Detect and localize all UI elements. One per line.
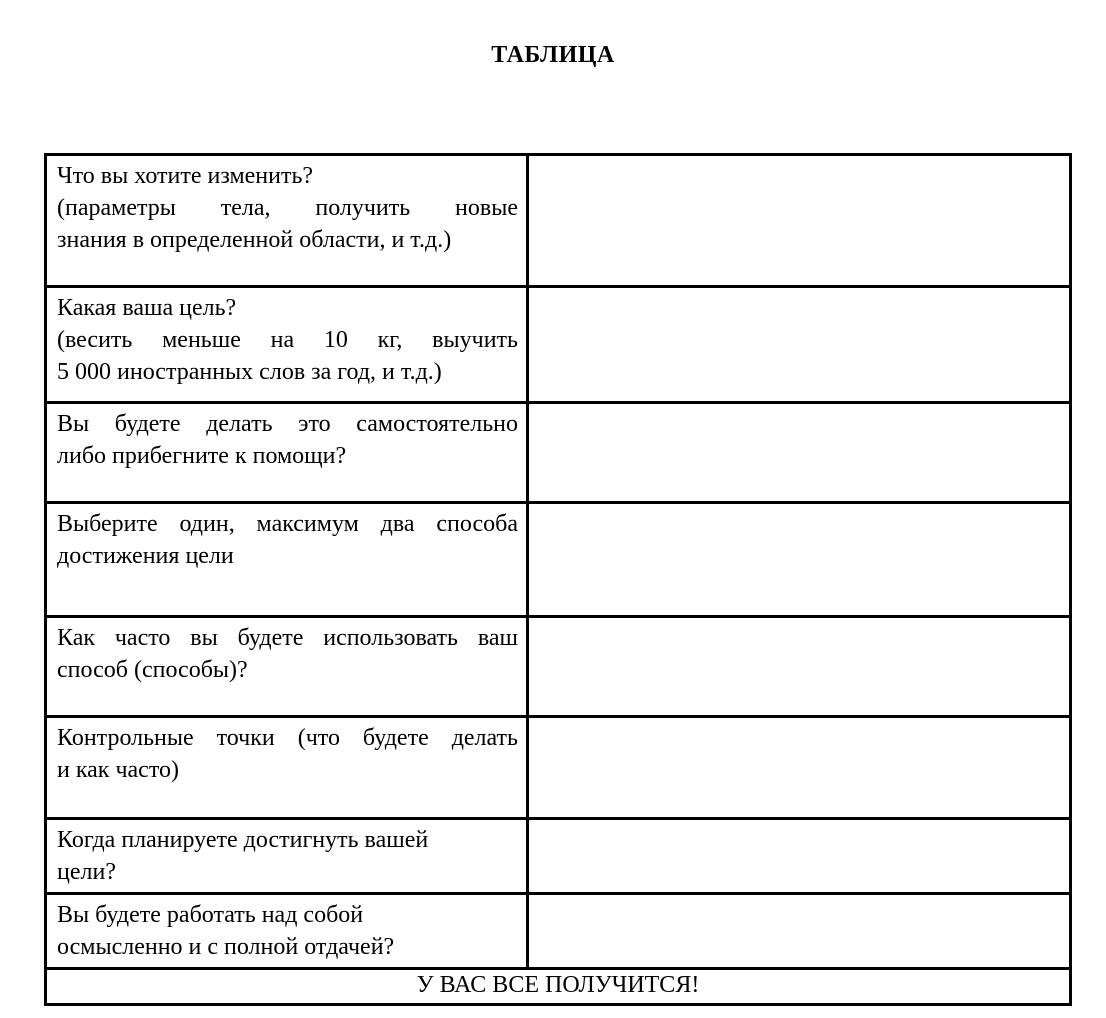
question-hint: 5 000 иностранных слов за год, и т.д.)	[57, 359, 442, 385]
goal-worksheet-table	[44, 153, 1072, 1006]
question-cell-commitment	[46, 894, 528, 969]
question-cell-goal	[46, 287, 528, 403]
question-cell-help	[46, 403, 528, 503]
question-text: достижения цели	[57, 543, 234, 569]
answer-cell-frequency[interactable]	[528, 617, 1071, 717]
answer-cell-deadline[interactable]	[528, 819, 1071, 894]
question-hint: знания в определенной области, и т.д.)	[57, 227, 452, 253]
question-text: Контрольные точки (что будете делать	[57, 725, 518, 751]
question-text: Вы будете работать над собой	[57, 902, 364, 928]
question-hint: (весить меньше на 10 кг, выучить	[57, 327, 518, 353]
table-footer-row	[46, 969, 1071, 1005]
question-cell-change	[46, 155, 528, 287]
page-title: ТАБЛИЦА	[491, 42, 615, 68]
question-cell-method	[46, 503, 528, 617]
answer-cell-goal[interactable]	[528, 287, 1071, 403]
question-text: Как часто вы будете использовать ваш	[57, 625, 518, 651]
question-hint: (параметры тела, получить новые	[57, 195, 518, 221]
question-text: способ (способы)?	[57, 657, 248, 683]
question-text: и как часто)	[57, 757, 179, 783]
table-row	[46, 894, 1071, 969]
answer-cell-checkpoints[interactable]	[528, 717, 1071, 819]
question-text: либо прибегните к помощи?	[57, 443, 347, 469]
table-row	[46, 403, 1071, 503]
answer-cell-change[interactable]	[528, 155, 1071, 287]
table-row	[46, 617, 1071, 717]
question-text: Какая ваша цель?	[57, 295, 237, 321]
question-text: Что вы хотите изменить?	[57, 163, 314, 189]
question-text: Вы будете делать это самостоятельно	[57, 411, 518, 437]
question-text: цели?	[57, 859, 116, 885]
question-text: Когда планируете достигнуть вашей	[57, 827, 429, 853]
question-cell-checkpoints	[46, 717, 528, 819]
table-row	[46, 155, 1071, 287]
question-text: Выберите один, максимум два способа	[57, 511, 518, 537]
table-row	[46, 717, 1071, 819]
answer-cell-commitment[interactable]	[528, 894, 1071, 969]
question-cell-frequency	[46, 617, 528, 717]
question-cell-deadline	[46, 819, 528, 894]
table-row	[46, 287, 1071, 403]
answer-cell-help[interactable]	[528, 403, 1071, 503]
table-row	[46, 503, 1071, 617]
question-text: осмысленно и с полной отдачей?	[57, 934, 395, 960]
table-row	[46, 819, 1071, 894]
answer-cell-method[interactable]	[528, 503, 1071, 617]
footer-message: У ВАС ВСЕ ПОЛУЧИТСЯ!	[46, 969, 1071, 1005]
